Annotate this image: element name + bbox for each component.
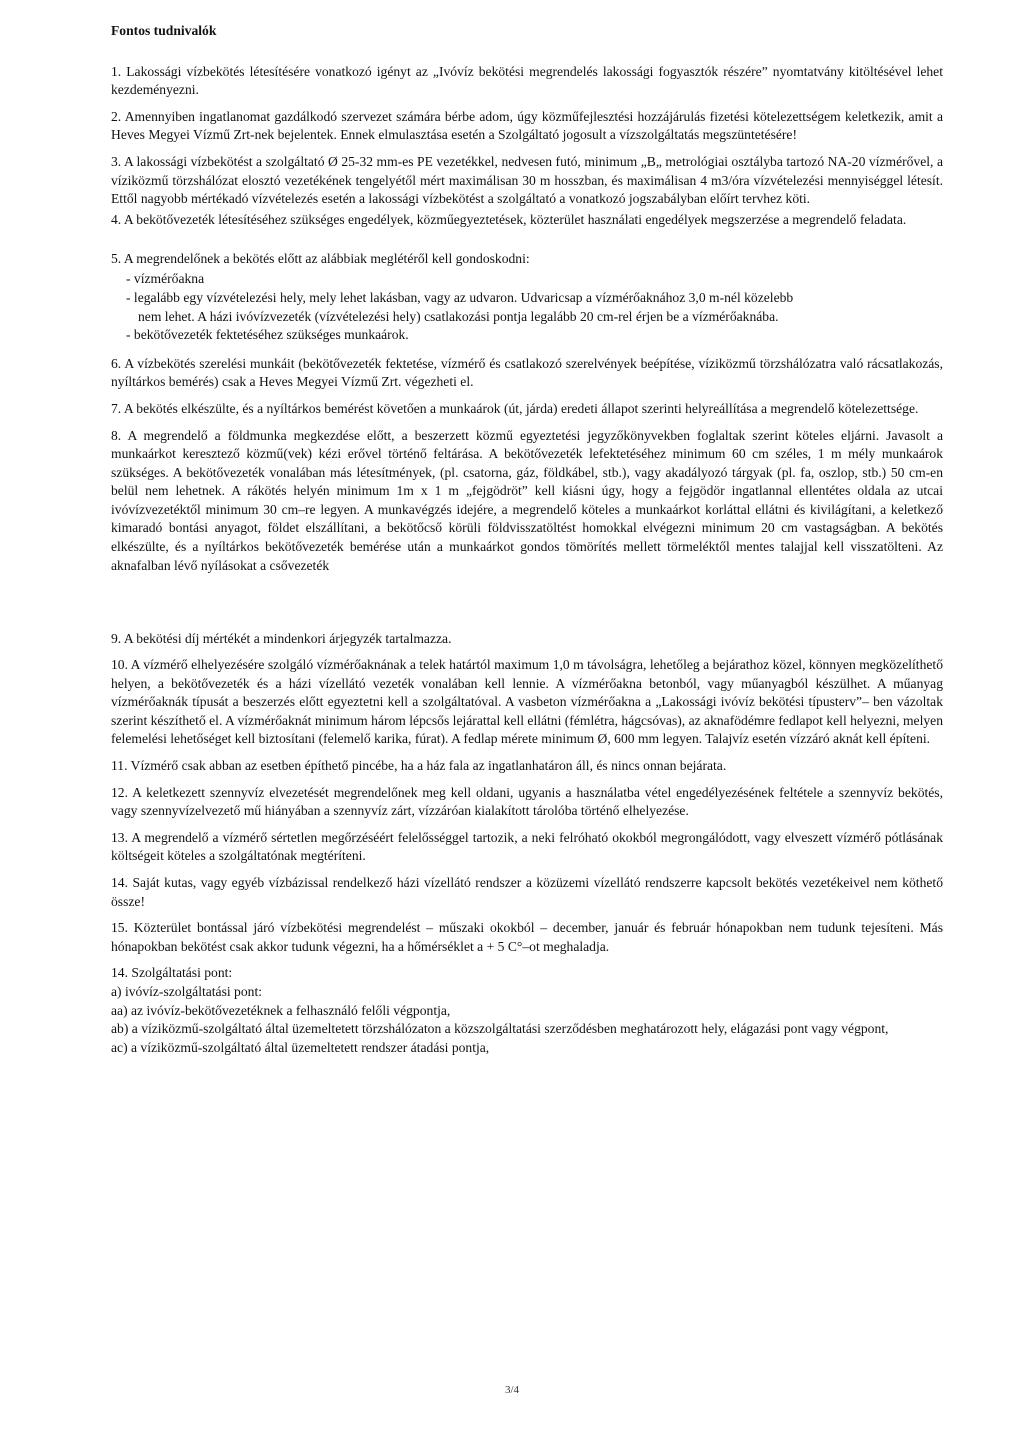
- service-point-aa: aa) az ivóvíz-bekötővezetéknek a felhasználó felőli végpontja,: [111, 1002, 451, 1018]
- list-item: - legalább egy vízvételezési hely, mely lehet lakásban, vagy az udvaron. Udvaricsap a vízmérőaknához 3,0 m-nél közelebb: [126, 289, 794, 305]
- paragraph-11: 11. Vízmérő csak abban az esetben építhető pincébe, ha a ház fala az ingatlanhatáron áll, és nincs onnan bejárata.: [111, 758, 727, 774]
- service-point-heading: 14. Szolgáltatási pont:: [111, 965, 233, 981]
- list-item: nem lehet. A házi ivóvízvezeték (vízvételezési hely) csatlakozási pontja legalább 20 cm-rel érjen be a vízmérőaknába.: [138, 308, 779, 324]
- list-item: - vízmérőakna: [126, 271, 205, 287]
- paragraph-14: 14. Saját kutas, vagy egyéb vízbázissal rendelkező házi vízellátó rendszer a közüzemi vízellátó rendszerre kapcsolt bekötés vezetékeivel nem köthető össze!: [111, 875, 943, 909]
- paragraph-4: 4. A bekötővezeték létesítéséhez szükséges engedélyek, közműegyeztetések, közterület használati engedélyek megszerzése a megrendelő feladata.: [111, 211, 907, 227]
- paragraph-15: 15. Közterület bontással járó vízbekötési megrendelést – műszaki okokból – december, január és február hónapokban nem tudunk tejesíteni. Más hónapokban bekötést csak akkor tudunk végezni, ha a hőmérséklet a + 5 C°–ot meghaladja.: [111, 920, 943, 954]
- paragraph-10: 10. A vízmérő elhelyezésére szolgáló vízmérőaknának a telek határtól maximum 1,0 m távolságra, lehetőleg a bejárathoz közel, könnyen megközelíthető helyen, a bekötővezeték és a házi vízellátó vezeték vonalában kell lennie. A vízmérőakna betonból, vagy műanyagból készülhet. A műanyag vízmérőaknák típusát a beszerzés előtt egyeztetni kell a szolgáltatóval. A vasbeton vízmérőakna a „Lakossági ivóvíz bekötési típusterv”– ben vázoltak szerint készíthető el. A vízmérőaknát minimum három lépcsős lejárattal kell ellátni (fémlétra, hágcsóvas), az aknafödémre fedlapot kell helyezni, melyen felemelési lehetőséget kell biztosítani (felemelő karika, fúrat). A fedlap mérete minimum Ø, 600 mm legyen. Talajvíz esetén vízzáró aknát kell építeni.: [111, 657, 943, 747]
- service-point-ab: ab) a víziközmű-szolgáltató által üzemeltetett törzshálózaton a közszolgáltatási szerződésben meghatározott hely, elágazási pont vagy végpont,: [111, 1021, 889, 1037]
- paragraph-8: 8. A megrendelő a földmunka megkezdése előtt, a beszerzett közmű egyeztetési jegyzőkönyvekben foglaltak szerint köteles eljárni. Javasolt a munkaárkot keresztező közmű(vek) kézi erővel történő feltárása. A bekötővezeték lefektetéséhez minimum 60 cm széles, 1 m mély munkaárok szükséges. A bekötővezeték vonalában más létesítmények, (pl. csatorna, gáz, földkábel, stb.), vagy akadályozó tárgyak (pl. fa, oszlop, stb.) 50 cm-en belül nem lehetnek. A rákötés helyén minimum 1m x 1 m „fejgödröt” kell kiásni úgy, hogy a fejgödör ingatlannal ellentétes oldala az utcai ivóvízvezetéktől minimum 30 cm–re legyen. A munkavégzés idejére, a megrendelő köteles a munkaárkot korláttal ellátni és kivilágítani, a keletkező kimaradó bontási anyagot, földet elszállítani, a bekötőcső körüli földvisszatöltést homokkal elvégezni minimum 20 cm vastagságban. A bekötés elkészülte, és a nyíltárkos bekötővezeték bemérése után a munkaárkot gondos tömörítés mellett törmeléktől mentes talajjal kell visszatölteni. Az aknafalban lévő nyílásokat a csővezeték: [111, 427, 943, 573]
- paragraph-6: 6. A vízbekötés szerelési munkáit (bekötővezeték fektetése, vízmérő és csatlakozó szerelvények beépítése, víziközmű törzshálózatra való rácsatlakozás, nyíltárkos bemérés) csak a Heves Megyei Vízmű Zrt. végezheti el.: [111, 355, 943, 390]
- paragraph-2: 2. Amennyiben ingatlanomat gazdálkodó szervezet számára bérbe adom, úgy közműfejlesztési hozzájárulás fizetési kötelezettségem keletkezik, amit a Heves Megyei Vízmű Zrt-nek bejelentek. Ennek elmulasztása esetén a Szolgáltató jogosult a vízszolgáltatás megszüntetésére!: [111, 108, 943, 143]
- paragraph-5-intro: 5. A megrendelőnek a bekötés előtt az alábbiak meglétéről kell gondoskodni:: [111, 250, 530, 266]
- page-number: 3/4: [504, 1384, 520, 1396]
- paragraph-9: 9. A bekötési díj mértékét a mindenkori árjegyzék tartalmazza.: [111, 630, 452, 646]
- document-page: [111, 22, 943, 1057]
- paragraph-3: 3. A lakossági vízbekötést a szolgáltató Ø 25-32 mm-es PE vezetékkel, nedvesen futó, minimum „B„ metrológiai osztályba tartozó NA-20 vízmérővel, a víziközmű törzshálózat elosztó vezetékének tengelyétől mért maximálisan 30 m hosszban, és maximálisan 4 m3/óra vízvételezési mennyiséggel létesít. Ettől nagyobb mértékadó vízvételezés esetén a lakossági vízbekötést a szolgáltató a vonatkozó jogszabályban előírt tervhez köti.: [111, 153, 943, 207]
- requirements-list: [111, 270, 943, 344]
- paragraph-1: 1. Lakossági vízbekötés létesítésére vonatkozó igényt az „Ivóvíz bekötési megrendelés lakossági fogyasztók részére” nyomtatvány kitöltésével lehet kezdeményezni.: [111, 63, 943, 98]
- service-point-ac: ac) a víziközmű-szolgáltató által üzemeltetett rendszer átadási pontja,: [111, 1039, 490, 1055]
- paragraph-13: 13. A megrendelő a vízmérő sértetlen megőrzéséért felelősséggel tartozik, a neki felróható okokból megrongálódott, vagy elveszett vízmérő pótlásának költségeit köteles a szolgáltatónak megtéríteni.: [111, 829, 943, 864]
- service-point-a: a) ivóvíz-szolgáltatási pont:: [111, 984, 262, 999]
- list-item: - bekötővezeték fektetéséhez szükséges munkaárok.: [126, 327, 409, 343]
- paragraph-12: 12. A keletkezett szennyvíz elvezetését megrendelőnek meg kell oldani, ugyanis a használatba vétel engedélyezésének feltétele a szennyvíz bekötés, vagy szennyvízelvezető mű hiányában a szennyvíz zárt, vízzáróan kialakított tárolóba történő elhelyezése.: [111, 784, 943, 819]
- page-title: Fontos tudnivalók: [111, 23, 217, 38]
- service-point-section: [111, 964, 943, 1057]
- paragraph-7: 7. A bekötés elkészülte, és a nyíltárkos bemérést követően a munkaárok (út, járda) eredeti állapot szerinti helyreállítása a megrendelő kötelezettsége.: [111, 400, 919, 416]
